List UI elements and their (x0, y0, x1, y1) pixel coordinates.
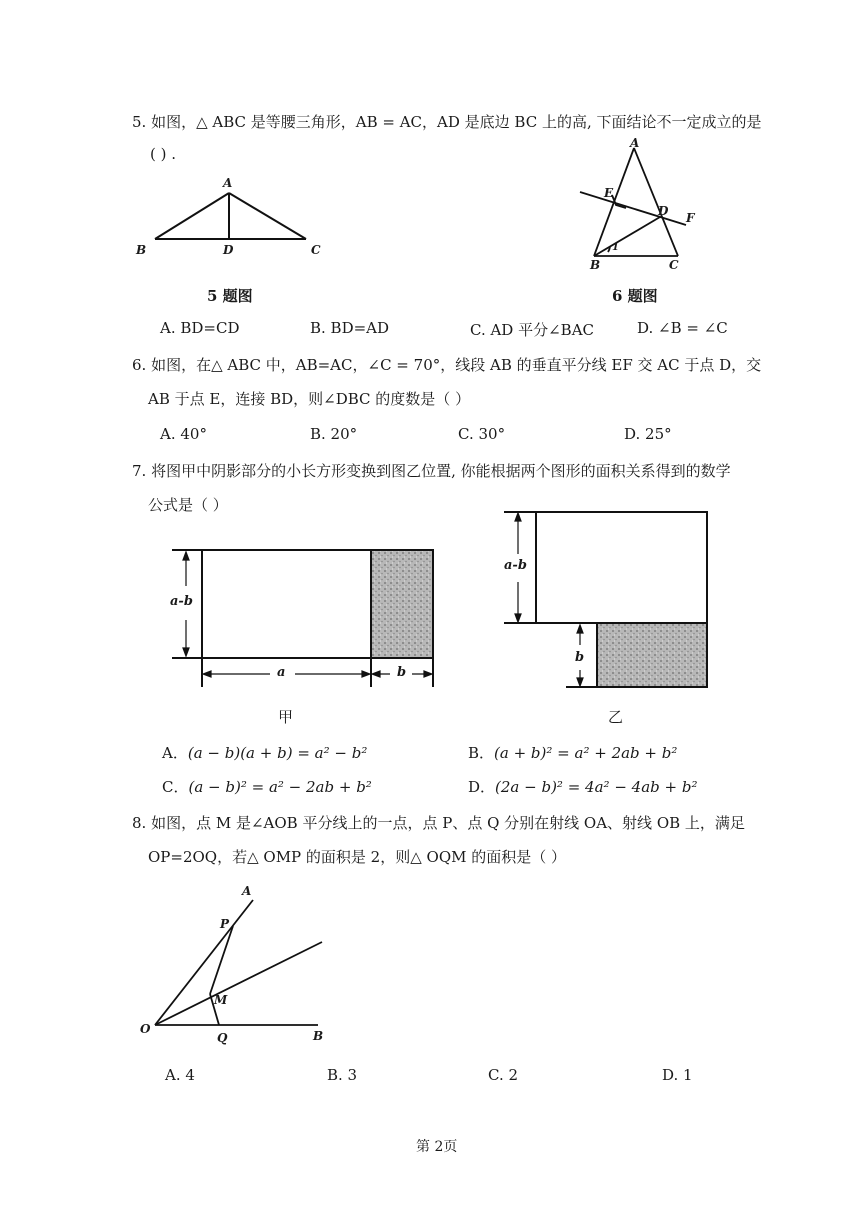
q6-option-a: A. 40° (160, 425, 207, 443)
fig5-caption: 5 题图 (207, 287, 253, 305)
q7-option-a (162, 742, 367, 763)
fig6-caption: 6 题图 (612, 287, 658, 305)
fig5-label-b: B (136, 243, 147, 257)
fig8-label-q: Q (217, 1031, 228, 1045)
fig6-label-d: D (658, 204, 669, 218)
q5-option-c: C. AD 平分∠BAC (470, 321, 595, 339)
q7-option-d (468, 776, 697, 797)
q7-option-b-expr: (a + b)² = a² + 2ab + b² (494, 744, 678, 762)
fig6-label-b: B (590, 258, 601, 272)
jia-label-a-minus-b: a-b (170, 594, 193, 609)
fig6-label-a: A (630, 136, 640, 150)
q8-option-d: D. 1 (662, 1066, 693, 1084)
q6-option-d: D. 25° (624, 425, 672, 443)
q7-option-b-prefix: B． (468, 744, 495, 762)
q5-stem-line1: 5. 如图，△ ABC 是等腰三角形，AB = AC，AD 是底边 BC 上的高, 下面结论不一定成立的是 (132, 113, 762, 131)
q7-stem-line1: 7. 将图甲中阴影部分的小长方形变换到图乙位置, 你能根据两个图形的面积关系得到的数学 (132, 462, 731, 480)
fig5-label-d: D (223, 243, 234, 257)
fig8-label-m: M (214, 993, 228, 1007)
q8-stem-line1: 8. 如图，点 M 是∠AOB 平分线上的一点，点 P、点 Q 分别在射线 OA、射线 OB 上，满足 (132, 814, 745, 832)
fig6-label-one: 1 (612, 242, 619, 253)
fig8-label-b: B (313, 1029, 324, 1043)
jia-label-a: a (277, 665, 286, 680)
q5-option-a: A. BD=CD (160, 319, 240, 337)
q7-option-a-expr: (a − b)(a + b) = a² − b² (187, 744, 368, 762)
fig5-label-a: A (223, 176, 233, 190)
fig6-label-c: C (669, 258, 679, 272)
q7-option-a-prefix: A． (162, 744, 188, 762)
q6-option-b: B. 20° (310, 425, 358, 443)
q5-stem-line2: ( ) . (150, 145, 177, 163)
fig8-label-p: P (220, 917, 230, 931)
q7-option-b (468, 742, 677, 763)
page-number: 第 2页 (416, 1139, 458, 1155)
q6-stem-line1: 6. 如图，在△ ABC 中，AB=AC，∠C = 70°，线段 AB 的垂直平分线 EF 交 AC 于点 D，交 (132, 356, 762, 374)
yi-caption: 乙 (608, 708, 624, 726)
jia-caption: 甲 (278, 708, 294, 726)
q7-option-d-prefix: D． (468, 778, 496, 796)
yi-label-b: b (575, 650, 585, 665)
fig8-label-o: O (140, 1022, 151, 1036)
q8-option-b: B. 3 (327, 1066, 358, 1084)
jia-label-b: b (397, 665, 407, 680)
q7-stem-line2: 公式是（ ） (148, 496, 228, 514)
q6-stem-line2: AB 于点 E，连接 BD，则∠DBC 的度数是（ ） (148, 390, 471, 408)
q7-option-c-prefix: C． (162, 778, 189, 796)
q8-option-a: A. 4 (165, 1066, 195, 1084)
q8-stem-line2: OP=2OQ，若△ OMP 的面积是 2，则△ OQM 的面积是（ ） (148, 848, 567, 866)
q8-option-c: C. 2 (488, 1066, 519, 1084)
q5-option-d: D. ∠B = ∠C (637, 319, 728, 337)
fig8-label-a: A (242, 884, 252, 898)
q6-option-c: C. 30° (458, 425, 506, 443)
q7-option-c-expr: (a − b)² = a² − 2ab + b² (188, 778, 372, 796)
q7-option-c (162, 776, 372, 797)
fig6-label-e: E (604, 186, 614, 200)
fig6-label-f: F (686, 211, 695, 225)
q5-option-b: B. BD=AD (310, 319, 390, 337)
q7-option-d-expr: (2a − b)² = 4a² − 4ab + b² (495, 778, 698, 796)
fig5-label-c: C (311, 243, 321, 257)
yi-label-a-minus-b: a-b (504, 558, 527, 573)
